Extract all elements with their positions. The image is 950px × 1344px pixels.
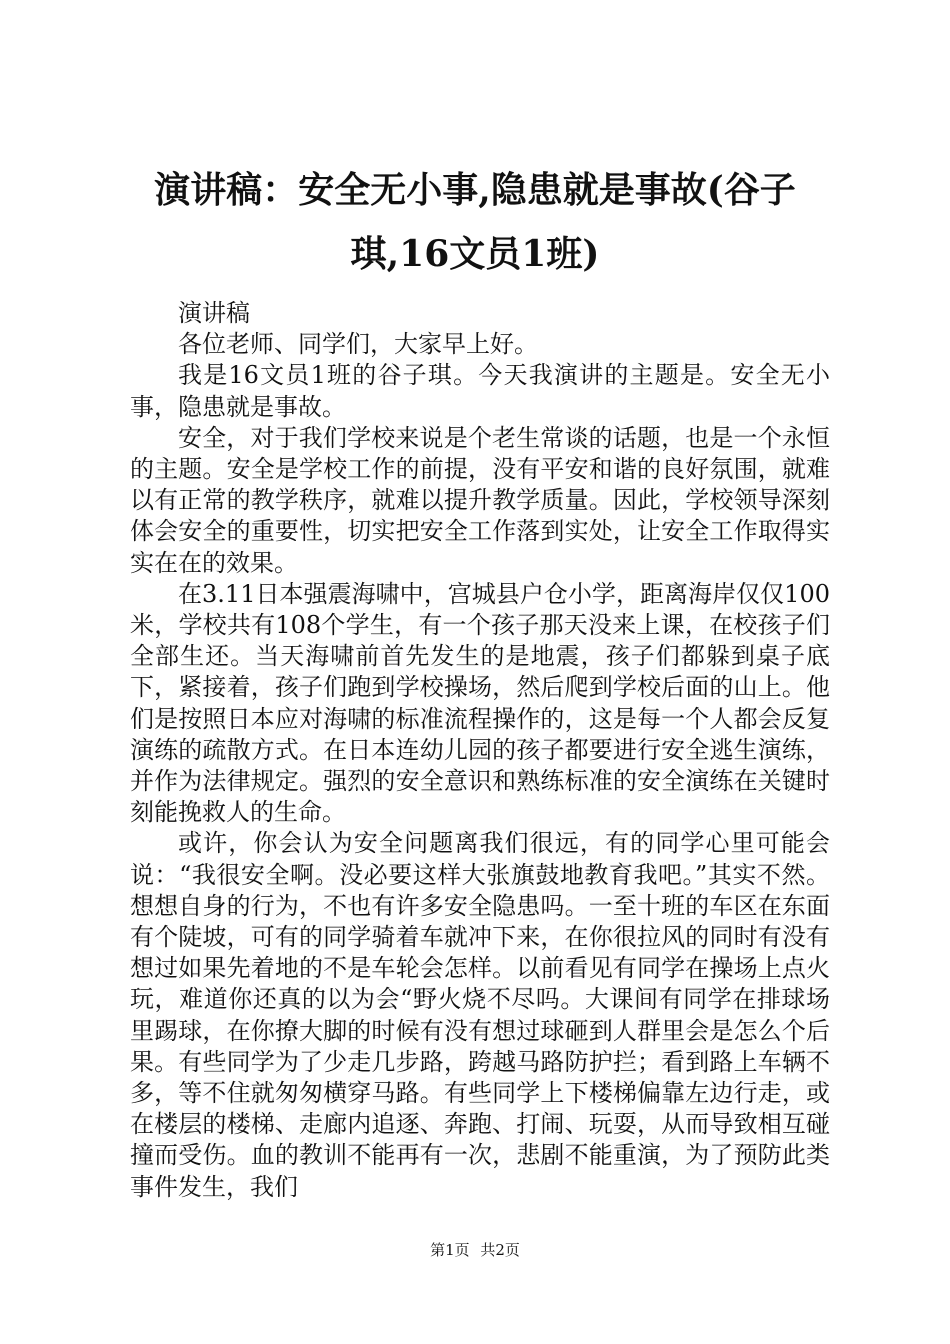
paragraph-intro: 我是16文员1班的谷子琪。今天我演讲的主题是。安全无小事，隐患就是事故。 bbox=[130, 361, 830, 421]
title-line-2: 琪,16文员1班) bbox=[350, 233, 600, 275]
document-title bbox=[120, 158, 830, 286]
title-line-1: 演讲稿：安全无小事,隐患就是事故(谷子 bbox=[154, 169, 796, 211]
document-body bbox=[130, 298, 830, 1203]
paragraph-safety-theme: 安全，对于我们学校来说是个老生常谈的话题，也是一个永恒的主题。安全是学校工作的前提，没有平安和谐的良好氛围，就难以有正常的教学秩序，就难以提升教学质量。因此，学校领导深刻体会安全的重要性，切实把安全工作落到实处，让安全工作取得实实在在的效果。 bbox=[130, 423, 830, 577]
paragraph-greeting: 各位老师、同学们，大家早上好。 bbox=[178, 330, 538, 359]
page-total: 共2页 bbox=[480, 1241, 520, 1259]
page-footer bbox=[0, 1240, 950, 1260]
page-number: 第1页 bbox=[430, 1241, 470, 1259]
paragraph-japan-example: 在3.11日本强震海啸中，宫城县户仓小学，距离海岸仅仅100米，学校共有108个学生，有一个孩子那天没来上课，在校孩子们全部生还。当天海啸前首先发生的是地震，孩子们都躲到桌子底下，紧接着，孩子们跑到学校操场，然后爬到学校后面的山上。他们是按照日本应对海啸的标准流程操作的，这是每一个人都会反复演练的疏散方式。在日本连幼儿园的孩子都要进行安全逃生演练，并作为法律规定。强烈的安全意识和熟练标准的安全演练在关键时刻能挽救人的生命。 bbox=[130, 579, 830, 827]
paragraph-hidden-dangers: 或许，你会认为安全问题离我们很远，有的同学心里可能会说：“我很安全啊。没必要这样大张旗鼓地教育我吧。”其实不然。想想自身的行为，不也有许多安全隐患吗。一至十班的车区在东面有个陡坡，可有的同学骑着车就冲下来，在你很拉风的同时有没有想过如果先着地的不是车轮会怎样。以前看见有同学在操场上点火玩，难道你还真的以为会“野火烧不尽吗。大课间有同学在排球场里踢球，在你撩大脚的时候有没有想过球砸到人群里会是怎么个后果。有些同学为了少走几步路，跨越马路防护拦；看到路上车辆不多，等不住就匆匆横穿马路。有些同学上下楼梯偏靠左边行走，或在楼层的楼梯、走廊内追逐、奔跑、打闹、玩耍，从而导致相互碰撞而受伤。血的教训不能再有一次，悲剧不能重演，为了预防此类事件发生，我们 bbox=[130, 829, 830, 1201]
paragraph-heading: 演讲稿 bbox=[178, 299, 250, 327]
